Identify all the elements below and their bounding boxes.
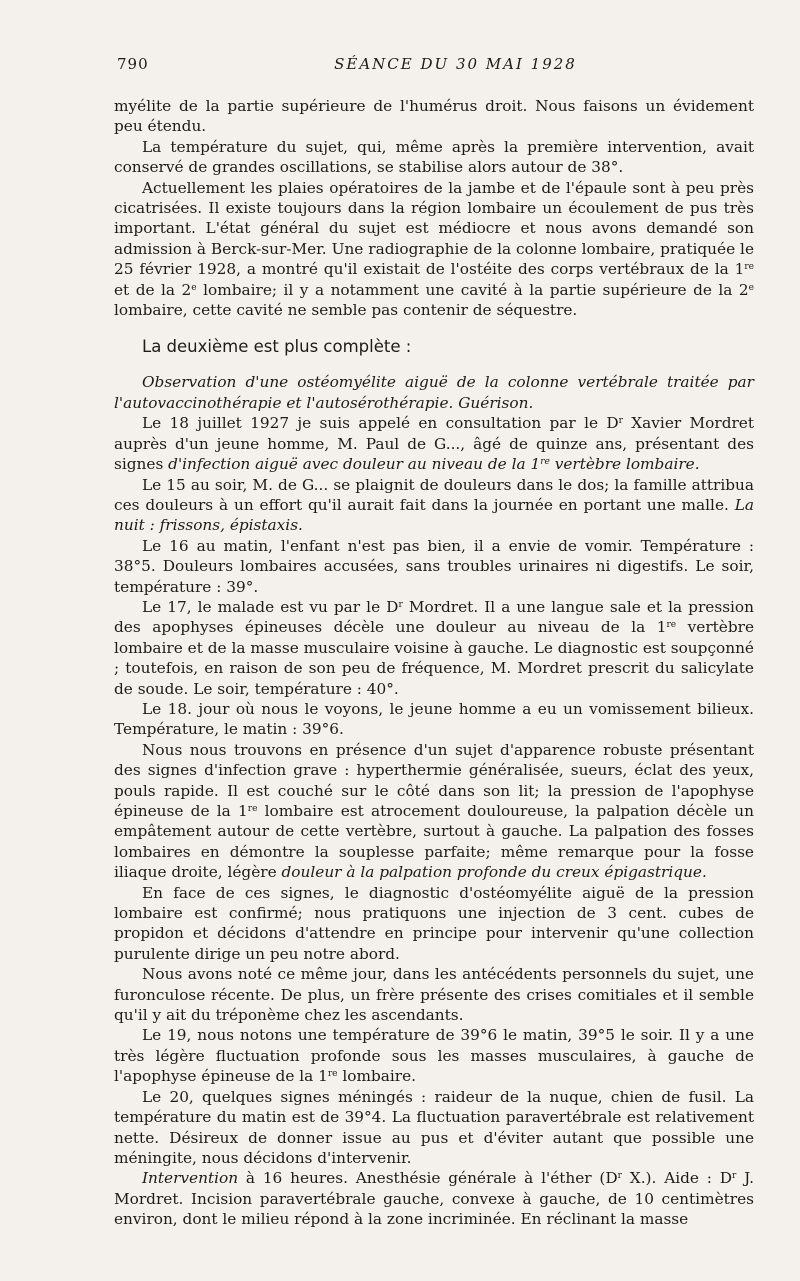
paragraph-6: Le 16 au matin, l'enfant n'est pas bien, il a envie de vomir. Température : 38°5. Douleurs lombaires accusées, sans troubles urinaires ni digestifs. Le soir, température : 39°. <box>114 536 754 596</box>
observation-title: Observation d'une ostéomyélite aiguë de la colonne vertébrale traitée par l'autovaccinothérapie et l'autosérothérapie. Guérison. <box>114 373 754 412</box>
page-number: 790 <box>117 55 149 73</box>
paragraph-3: Actuellement les plaies opératoires de la jambe et de l'épaule sont à peu près cicatrisées. Il existe toujours dans la région lombaire un écoulement de pus très important. L'état général du sujet est médiocre et nous avons demandé son admission à Berck-sur-Mer. Une radiographie de la colonne lombaire, pratiquée le 25 février 1928, a montré qu'il existait de l'ostéite des corps vertébraux de la 1re et de la 2e lombaire; il y a notamment une cavité à la partie supérieure de la 2e lombaire, cette cavité ne semble pas contenir de séquestre. <box>114 178 754 320</box>
running-title: SÉANCE DU 30 MAI 1928 <box>334 55 577 73</box>
paragraph-13: Le 20, quelques signes méningés : raideur de la nuque, chien de fusil. La température du matin est de 39°4. La fluctuation paravertébrale est relativement nette. Désireux de donner issue au pus et d'éviter autant que possible une méningite, nous décidons d'intervenir. <box>114 1087 754 1167</box>
paragraph-2: La température du sujet, qui, même après la première intervention, avait conservé de grandes oscillations, se stabilise alors autour de 38°. <box>114 137 754 177</box>
body-text <box>114 96 754 1230</box>
paragraph-10: En face de ces signes, le diagnostic d'ostéomyélite aiguë de la pression lombaire est confirmé; nous pratiquons une injection de 3 cent. cubes de propidon et décidons d'attendre en principe pour intervenir qu'une collection purulente dirige un peu notre abord. <box>114 883 754 963</box>
paragraph-12: Le 19, nous notons une température de 39°6 le matin, 39°5 le soir. Il y a une très légère fluctuation profonde sous les masses musculaires, à gauche de l'apophyse épineuse de la 1re lombaire. <box>114 1026 754 1086</box>
paragraph-8: Le 18. jour où nous le voyons, le jeune homme a eu un vomissement bilieux. Température, le matin : 39°6. <box>114 699 754 739</box>
paragraph-5: Le 15 au soir, M. de G... se plaignit de douleurs dans le dos; la famille attribua ces douleurs à un effort qu'il aurait fait dans la journée en portant une malle. La nuit : frissons, épistaxis. <box>114 475 754 535</box>
paragraph-14: Intervention à 16 heures. Anesthésie générale à l'éther ($D^r$ X.). Aide : $D^r$ J. Mordret. Incision paravertébrale gauche, convexe à gauche, de 10 centimètres environ, dont le milieu répond à la zone incriminée. En réclinant la masse <box>114 1169 754 1229</box>
section-subheading: La deuxième est plus complète : <box>142 337 412 357</box>
paragraph-4: Le 18 juillet 1927 je suis appelé en consultation par le $D^r$ Xavier Mordret auprès d'un jeune homme, M. Paul de G..., âgé de quinze ans, présentant des signes d'infection aiguë avec douleur au niveau de la 1re vertèbre lombaire. <box>114 414 755 474</box>
paragraph-1: myélite de la partie supérieure de l'humérus droit. Nous faisons un évidement peu étendu. <box>114 97 754 136</box>
paragraph-7: Le 17, le malade est vu par le $D^r$ Mordret. Il a une langue sale et la pression des apophyses épineuses décèle une douleur au niveau de la 1re vertèbre lombaire et de la masse musculaire voisine à gauche. Le diagnostic est soupçonné ; toutefois, en raison de son peu de fréquence, M. Mordret prescrit du salicylate de soude. Le soir, température : 40°. <box>114 597 754 698</box>
paragraph-11: Nous avons noté ce même jour, dans les antécédents personnels du sujet, une furonculose récente. De plus, un frère présente des crises comitiales et il semble qu'il y ait du tréponème chez les ascendants. <box>114 965 754 1025</box>
paragraph-9: Nous nous trouvons en présence d'un sujet d'apparence robuste présentant des signes d'infection grave : hyperthermie généralisée, sueurs, éclat des yeux, pouls rapide. Il est couché sur le côté dans son lit; la pression de l'apophyse épineuse de la 1re lombaire est atrocement douloureuse, la palpation décèle un empâtement autour de cette vertèbre, surtout à gauche. La palpation des fosses lombaires en démontre la souplesse parfaite; même remarque pour la fosse iliaque droite, légère douleur à la palpation profonde du creux épigastrique. <box>114 740 754 882</box>
running-header <box>117 55 754 77</box>
